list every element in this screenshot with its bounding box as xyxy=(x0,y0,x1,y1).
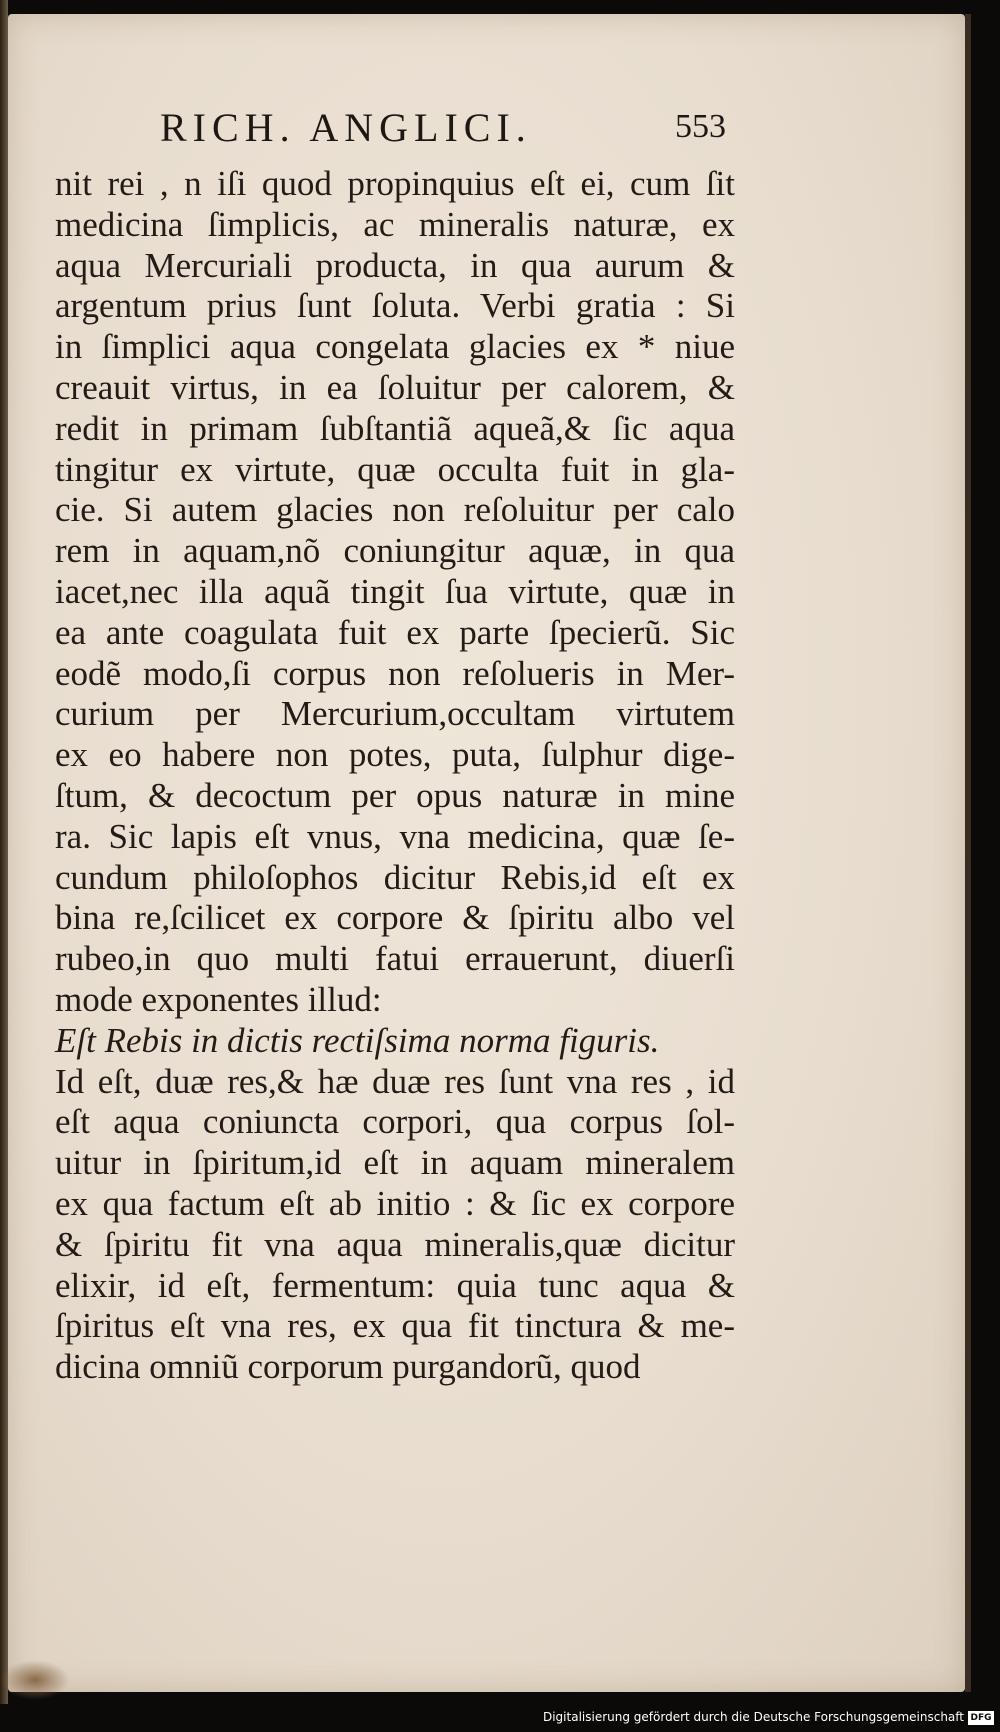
text-line: ea ante coagulata fuit ex parte ſpecierũ. Sic xyxy=(55,612,735,652)
text-line: bina re,ſcilicet ex corpore & ſpiritu albo vel xyxy=(55,898,735,938)
text-line: dicina omniũ corporum purgandorũ, quod xyxy=(55,1347,641,1387)
text-line: argentum prius ſunt ſoluta. Verbi gratia : Si xyxy=(55,286,735,326)
text-line: redit in primam ſubſtantiã aqueã,& ſic aqua xyxy=(55,408,735,448)
text-line: elixir, id eſt, fermentum: quia tunc aqua & xyxy=(55,1265,735,1305)
text-line: medicina ſimplicis, ac mineralis naturæ, ex xyxy=(55,204,735,244)
page-number: 553 xyxy=(675,108,726,145)
dfg-logo-icon: DFG xyxy=(968,1711,994,1725)
text-line: mode exponentes illud: xyxy=(55,979,382,1019)
text-line: iacet,nec illa aquã tingit ſua virtute, quæ in xyxy=(55,571,735,611)
text-line: rubeo,in quo multi fatui errauerunt, diuerſi xyxy=(55,939,735,979)
body-text xyxy=(55,164,735,1388)
text-line: ſpiritus eſt vna res, ex qua fit tinctura & me- xyxy=(55,1306,735,1346)
footer-bar xyxy=(0,1704,1000,1732)
text-line: creauit virtus, in ea ſoluitur per calorem, & xyxy=(55,367,735,407)
text-line: aqua Mercuriali producta, in qua aurum & xyxy=(55,245,735,285)
text-line: Eſt Rebis in dictis rectiſsima norma figuris. xyxy=(55,1020,660,1060)
digitization-credit: Digitalisierung gefördert durch die Deutsche Forschungsgemeinschaft xyxy=(542,1710,964,1724)
text-line: eodẽ modo,ſi corpus non reſolueris in Mer- xyxy=(55,653,735,693)
text-line: ex eo habere non potes, puta, ſulphur dige- xyxy=(55,735,735,775)
running-head: RICH. ANGLICI. xyxy=(160,105,532,150)
text-line: ra. Sic lapis eſt vnus, vna medicina, quæ ſe- xyxy=(55,816,735,856)
text-line: & ſpiritu fit vna aqua mineralis,quæ dicitur xyxy=(55,1224,735,1264)
page-edge-shadow xyxy=(965,14,971,1692)
text-line: cundum philoſophos dicitur Rebis,id eſt ex xyxy=(55,857,735,897)
text-line: uitur in ſpiritum,id eſt in aquam mineralem xyxy=(55,1143,735,1183)
text-line: ex qua factum eſt ab initio : & ſic ex corpore xyxy=(55,1183,735,1223)
page-header xyxy=(160,98,740,158)
binding-stain xyxy=(0,1660,70,1700)
text-line: Id eſt, duæ res,& hæ duæ res ſunt vna res , id xyxy=(55,1061,735,1101)
text-line: curium per Mercurium,occultam virtutem xyxy=(55,694,735,734)
text-line: ſtum, & decoctum per opus naturæ in mine xyxy=(55,775,735,815)
text-line: cie. Si autem glacies non reſoluitur per calo xyxy=(55,490,735,530)
text-line: eſt aqua coniuncta corpori, qua corpus ſol- xyxy=(55,1102,735,1142)
text-line: in ſimplici aqua congelata glacies ex * niue xyxy=(55,327,735,367)
text-line: rem in aquam,nõ coniungitur aquæ, in qua xyxy=(55,531,735,571)
text-line: nit rei , n iſi quod propinquius eſt ei, cum ſit xyxy=(55,164,735,203)
book-spine-edge xyxy=(0,0,8,1732)
text-line: tingitur ex virtute, quæ occulta fuit in gla- xyxy=(55,449,735,489)
